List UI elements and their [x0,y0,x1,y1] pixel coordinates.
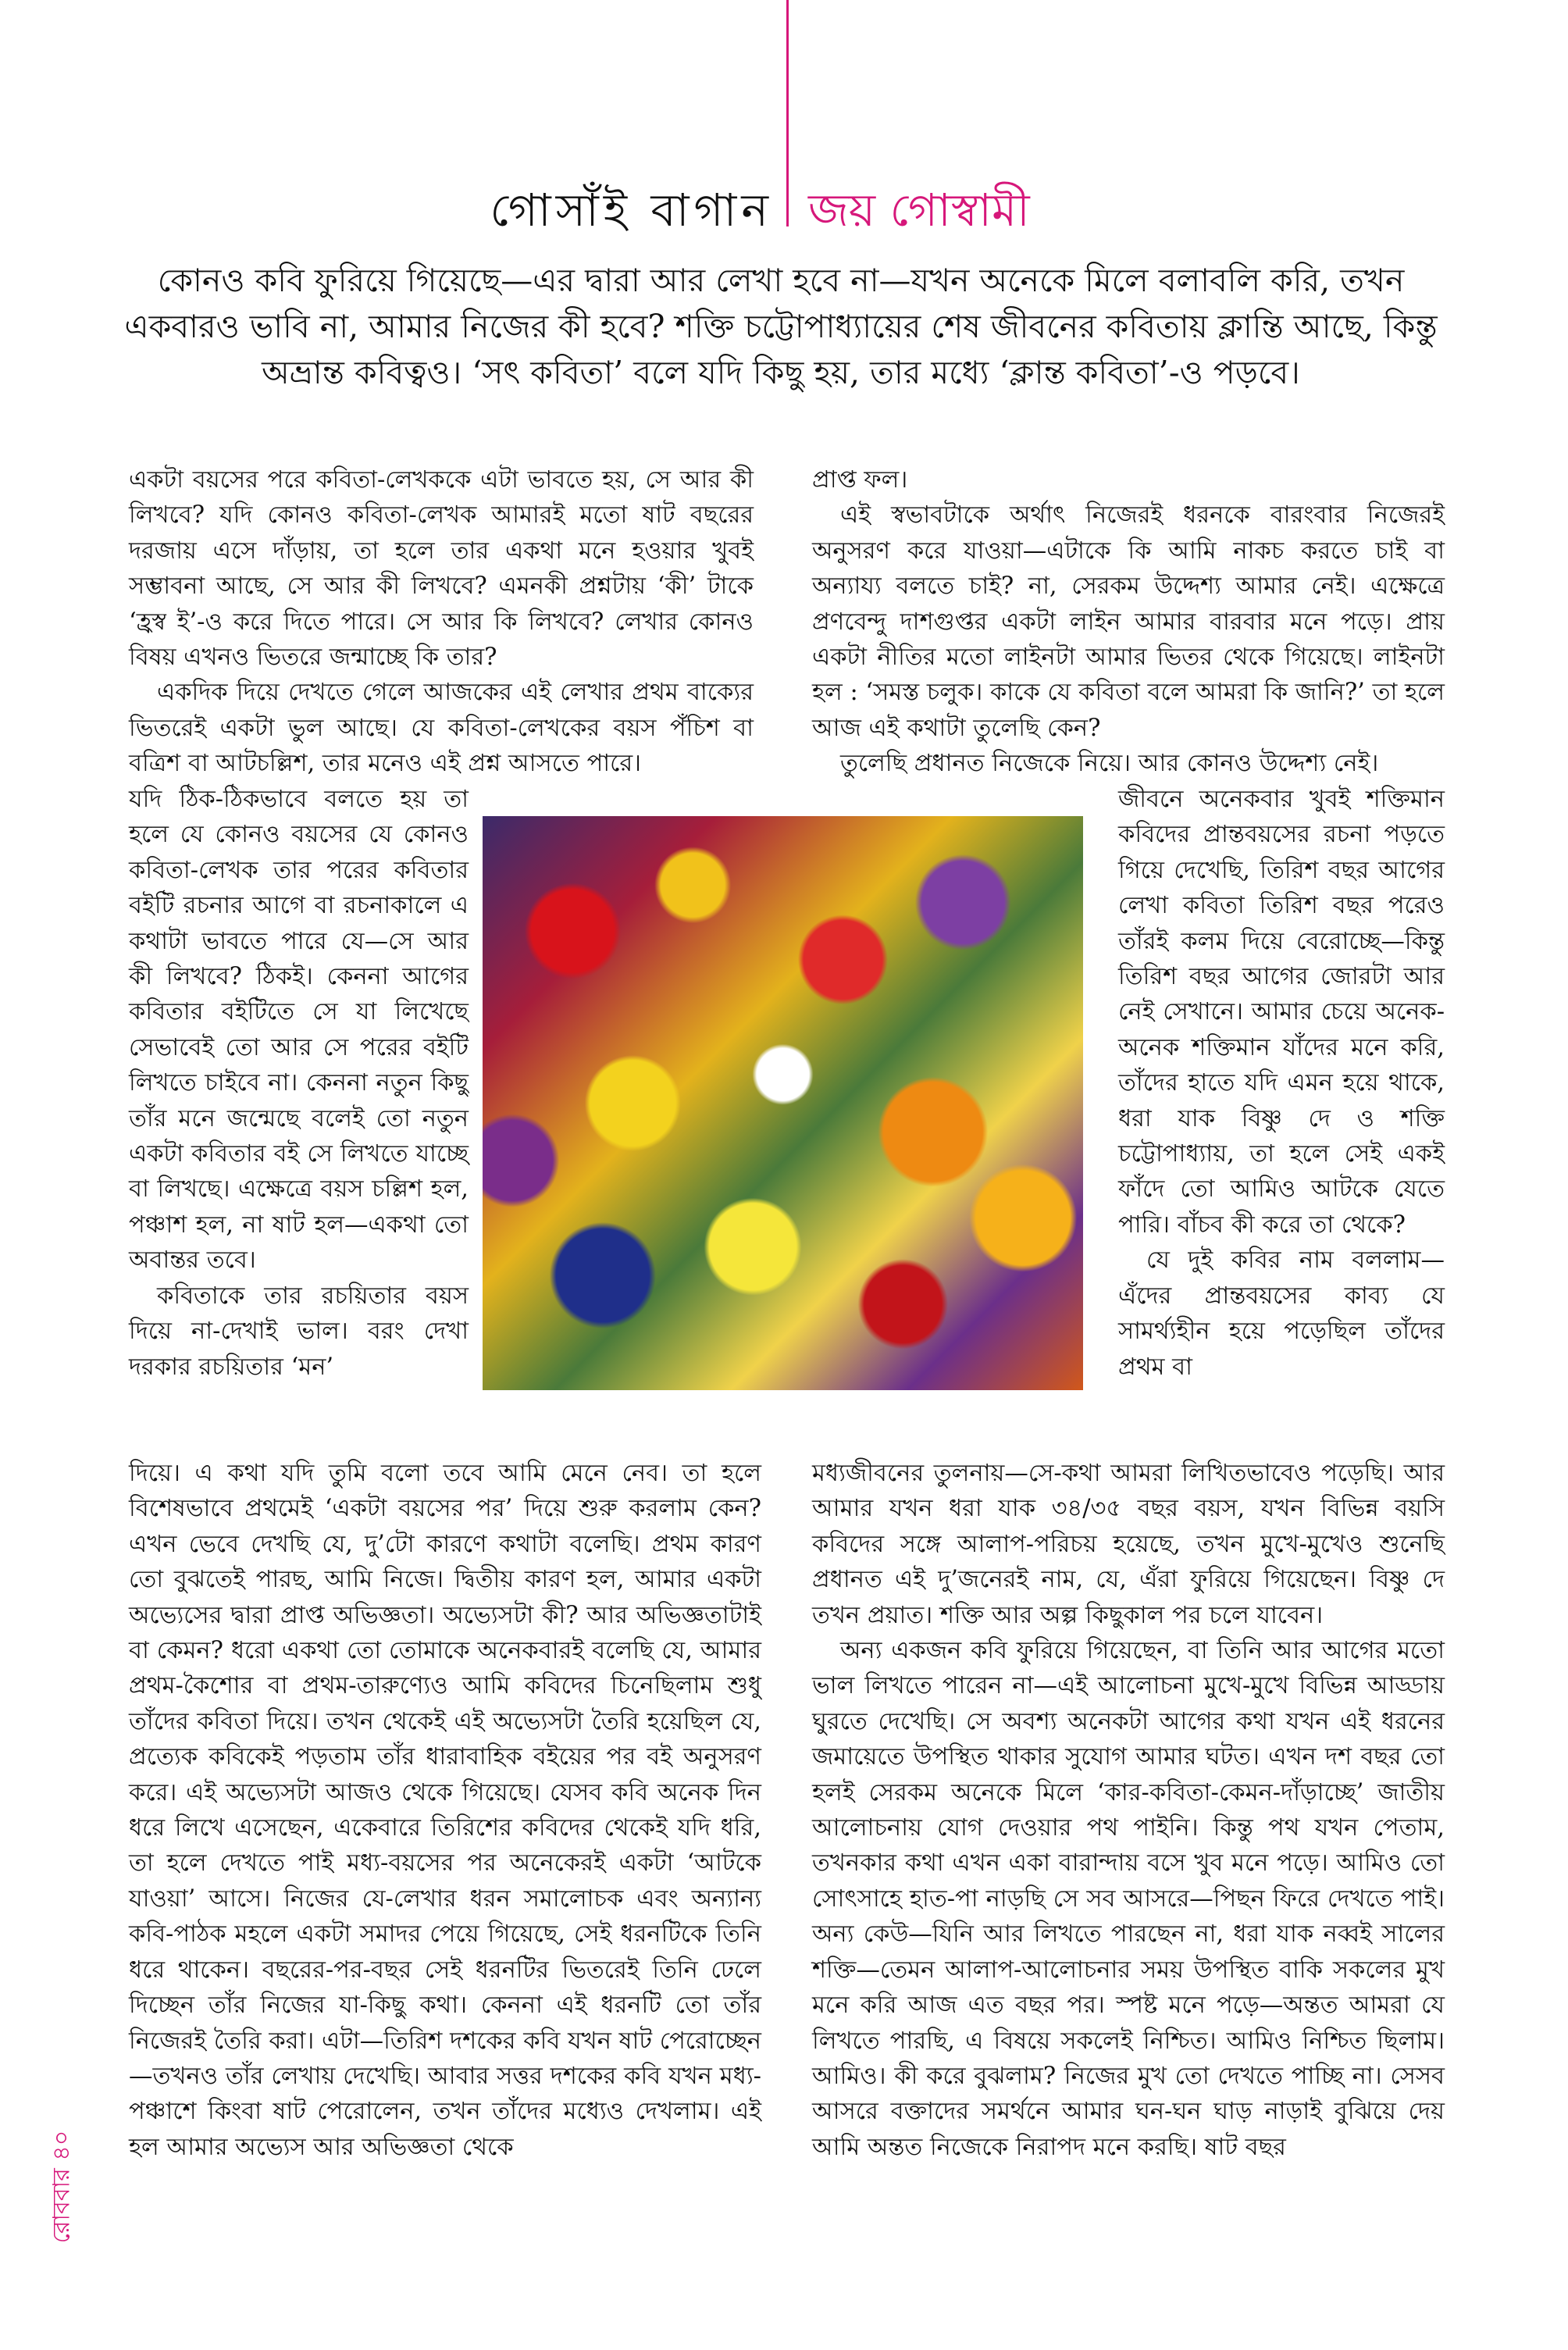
paragraph: এই স্বভাবটাকে অর্থাৎ নিজেরই ধরনকে বারংবার নিজেরই অনুসরণ করে যাওয়া—এটাকে কি আমি নাকচ করতে চাই বা অন্যায্য বলতে চাই? না, সেরকম উদ্দেশ্য আমার নেই। এক্ষেত্রে প্রণবেন্দু দাশগুপ্তর একটা লাইন আমার বারবার মনে পড়ে। প্রায় একটা নীতির মতো লাইনটা আমার ভিতর থেকে গিয়েছে। লাইনটা হল : ‘সমস্ত চলুক। কাকে যে কবিতা বলে আমরা কি জানি?’ তা হলে আজ এই কথাটা তুলেছি কেন? [812,501,1445,742]
page-number [39,2062,86,2312]
column-1-top [129,462,754,782]
column-1-bottom [129,1456,761,2165]
paragraph: একটা বয়সের পরে কবিতা-লেখককে এটা ভাবতে হয়, সে আর কী লিখবে? যদি কোনও কবিতা-লেখক আমারই মতো ষাট বছরের দরজায় এসে দাঁড়ায়, তা হলে তার একথা মনে হওয়ার খুবই সম্ভাবনা আছে, সে আর কী লিখবে? এমনকী প্রশ্নটায় ‘কী’ টাকে ‘হ্রস্ব ই’-ও করে দিতে পারে। সে আর কি লিখবে? লেখার কোনও বিষয় এখনও ভিতরে জন্মাচ্ছে কি তার? [129,466,754,672]
intro-standfirst: কোনও কবি ফুরিয়ে গিয়েছে—এর দ্বারা আর লেখা হবে না—যখন অনেকে মিলে বলাবলি করি, তখন একবারও ভাবি না, আমার নিজের কী হবে? শক্তি চট্টোপাধ্যায়ের শেষ জীবনের কবিতায় ক্লান্তি আছে, কিন্তু অভ্রান্ত কবিত্বও। ‘সৎ কবিতা’ বলে যদি কিছু হয়, তার মধ্যে ‘ক্লান্ত কবিতা’-ও পড়বে। [124,262,1438,391]
flower-painting-image [483,816,1083,1390]
column-2-top [812,462,1445,782]
paragraph: কবিতাকে তার রচয়িতার বয়স দিয়ে না-দেখাই ভাল। বরং দেখা দরকার রচয়িতার ‘মন’ [129,1282,469,1381]
paragraph: মধ্যজীবনের তুলনায়—সে-কথা আমরা লিখিতভাবেও পড়েছি। আর আমার যখন ধরা যাক ৩৪/৩৫ বছর বয়স, যখন বিভিন্ন বয়সি কবিদের সঙ্গে আলাপ-পরিচয় হয়েছে, তখন মুখে-মুখেও শুনেছি প্রধানত এই দু’জনেরই নাম, যে, এঁরা ফুরিয়ে গিয়েছেন। বিষ্ণু দে তখন প্রয়াত। শক্তি আর অল্প কিছুকাল পর চলে যাবেন। [812,1460,1445,1629]
top-divider-rule [786,0,789,226]
column-1-wrap [129,782,469,1385]
paragraph: জীবনে অনেকবার খুবই শক্তিমান কবিদের প্রান্তবয়সের রচনা পড়তে গিয়ে দেখেছি, তিরিশ বছর আগের লেখা কবিতা তিরিশ বছর পরেও তাঁরই কলম দিয়ে বেরোচ্ছে—কিন্তু তিরিশ বছর আগের জোরটা আর নেই সেখানে। আমার চেয়ে অনেক-অনেক শক্তিমান যাঁদের মনে করি, তাঁদের হাতে যদি এমন হয়ে থাকে, ধরা যাক বিষ্ণু দে ও শক্তি চট্টোপাধ্যায়, তা হলে সেই একই ফাঁদে তো আমিও আটকে যেতে পারি। বাঁচব কী করে তা থেকে? [1118,786,1445,1239]
column-2-wrap [1118,782,1445,1385]
paragraph: যে দুই কবির নাম বললাম—এঁদের প্রান্তবয়সের কাব্য যে সামর্থ্যহীন হয়ে পড়েছিল তাঁদের প্রথম বা [1118,1246,1445,1381]
author-name: জয় গোস্বামী [808,184,1030,237]
column-title: গোসাঁই বাগান [490,184,773,237]
paragraph: প্রাপ্ত ফল। [812,466,908,494]
paragraph: দিয়ে। এ কথা যদি তুমি বলো তবে আমি মেনে নেব। তা হলে বিশেষভাবে প্রথমেই ‘একটা বয়সের পর’ দিয়ে শুরু করলাম কেন? এখন ভেবে দেখছি যে, দু’টো কারণে কথাটা বলেছি। প্রথম কারণ তো বুঝতেই পারছ, আমি নিজে। দ্বিতীয় কারণ হল, আমার একটা অভ্যেসের দ্বারা প্রাপ্ত অভিজ্ঞতা। অভ্যেসটা কী? আর অভিজ্ঞতাটাই বা কেমন? ধরো একথা তো তোমাকে অনেকবারই বলেছি যে, আমার প্রথম-কৈশোর বা প্রথম-তারুণ্যেও আমি কবিদের চিনেছিলাম শুধু তাঁদের কবিতা দিয়ে। তখন থেকেই এই অভ্যেসটা তৈরি হয়েছিল যে, প্রত্যেক কবিকেই পড়তাম তাঁর ধারাবাহিক বইয়ের পর বই অনুসরণ করে। এই অভ্যেসটা আজও থেকে গিয়েছে। যেসব কবি অনেক দিন ধরে লিখে এসেছেন, একেবারে তিরিশের কবিদের থেকেই যদি ধরি, তা হলে দেখতে পাই মধ্য-বয়সের পর অনেকেরই একটা ‘আটকে যাওয়া’ আসে। নিজের যে-লেখার ধরন সমালোচক এবং অন্যান্য কবি-পাঠক মহলে একটা সমাদর পেয়ে গিয়েছে, সেই ধরনটিকে তিনি ধরে থাকেন। বছরের-পর-বছর সেই ধরনটির ভিতরেই তিনি ঢেলে দিচ্ছেন তাঁর নিজের যা-কিছু কথা। কেননা এই ধরনটি তো তাঁর নিজেরই তৈরি করা। এটা—তিরিশ দশকের কবি যখন ষাট পেরোচ্ছেন—তখনও তাঁর লেখায় দেখেছি। আবার সত্তর দশকের কবি যখন মধ্য-পঞ্চাশে কিংবা ষাট পেরোলেন, তখন তাঁদের মধ্যেও দেখলাম। এই হল আমার অভ্যেস আর অভিজ্ঞতা থেকে [129,1460,761,2161]
paragraph: একদিক দিয়ে দেখতে গেলে আজকের এই লেখার প্রথম বাক্যের ভিতরেই একটা ভুল আছে। যে কবিতা-লেখকের বয়স পঁচিশ বা বত্রিশ বা আটচল্লিশ, তার মনেও এই প্রশ্ন আসতে পারে। [129,679,754,778]
page-number-label: রোববার ৪০ [48,2130,76,2244]
paragraph: তুলেছি প্রধানত নিজেকে নিয়ে। আর কোনও উদ্দেশ্য নেই। [840,750,1379,778]
column-2-bottom [812,1456,1445,2165]
paragraph: অন্য একজন কবি ফুরিয়ে গিয়েছেন, বা তিনি আর আগের মতো ভাল লিখতে পারেন না—এই আলোচনা মুখে-মুখে বিভিন্ন আড্ডায় ঘুরতে দেখেছি। সে অবশ্য অনেকটা আগের কথা যখন এই ধরনের জমায়েতে উপস্থিত থাকার সুযোগ আমার ঘটত। এখন দশ বছর তো হলই সেরকম অনেকে মিলে ‘কার-কবিতা-কেমন-দাঁড়াচ্ছে’ জাতীয় আলোচনায় যোগ দেওয়ার পথ পাইনি। কিন্তু পথ যখন পেতাম, তখনকার কথা এখন একা বারান্দায় বসে খুব মনে পড়ে। আমিও তো সোৎসাহে হাত-পা নাড়ছি সে সব আসরে—পিছন ফিরে দেখতে পাই। অন্য কেউ—যিনি আর লিখতে পারছেন না, ধরা যাক নব্বই সালের শক্তি—তেমন আলাপ-আলোচনার সময় উপস্থিত বাকি সকলের মুখ মনে করি আজ এত বছর পর। স্পষ্ট মনে পড়ে—অন্তত আমরা যে লিখতে পারছি, এ বিষয়ে সকলেই নিশ্চিত। আমিও নিশ্চিত ছিলাম। আমিও। কী করে বুঝলাম? নিজের মুখ তো দেখতে পাচ্ছি না। সেসব আসরে বক্তাদের সমর্থনে আমার ঘন-ঘন ঘাড় নাড়াই বুঝিয়ে দেয় আমি অন্তত নিজেকে নিরাপদ মনে করছি। ষাট বছর [812,1637,1445,2161]
paragraph: যদি ঠিক-ঠিকভাবে বলতে হয় তা হলে যে কোনও বয়সের যে কোনও কবিতা-লেখক তার পরের কবিতার বইটি রচনার আগে বা রচনাকালে এ কথাটা ভাবতে পারে যে—সে আর কী লিখবে? ঠিকই। কেননা আগের কবিতার বইটিতে সে যা লিখেছে সেভাবেই তো আর সে পরের বইটি লিখতে চাইবে না। কেননা নতুন কিছু তাঁর মনে জন্মেছে বলেই তো নতুন একটা কবিতার বই সে লিখতে যাচ্ছে বা লিখছে। এক্ষেত্রে বয়স চল্লিশ হল, পঞ্চাশ হল, না ষাট হল—একথা তো অবান্তর তবে। [129,786,469,1275]
